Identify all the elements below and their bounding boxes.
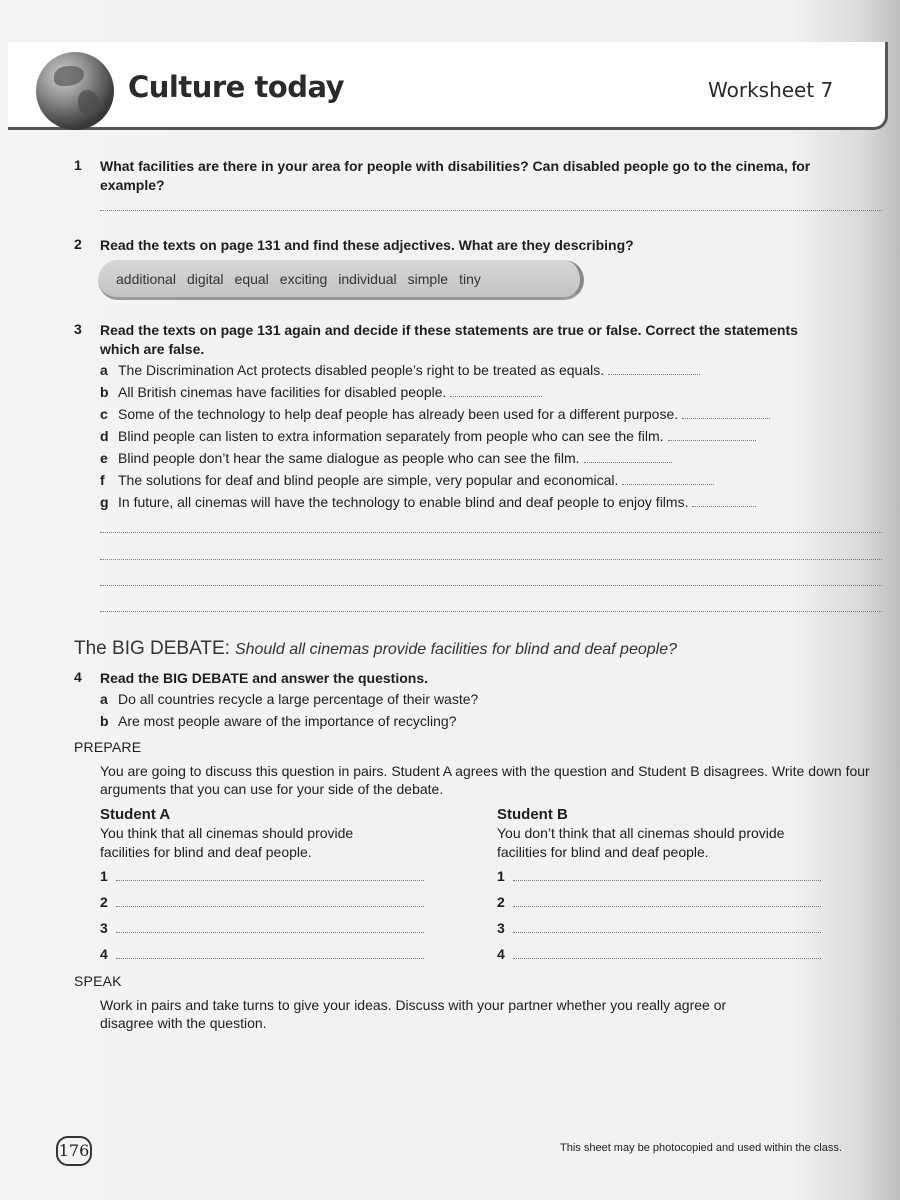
page-title: Culture today xyxy=(128,70,345,104)
a-answer-line[interactable] xyxy=(116,932,424,933)
student-b-line2: facilities for blind and deaf people. xyxy=(497,844,709,860)
q4-text: Read the BIG DEBATE and answer the questions. xyxy=(100,670,429,686)
q1-text: What facilities are there in your area for people with disabilities? Can disabled people go to the cinema, for example? xyxy=(100,158,811,193)
b-num-1: 1 xyxy=(497,868,505,884)
q4-item-a: a Do all countries recycle a large percentage of their waste? xyxy=(100,691,479,707)
statement-c: c Some of the technology to help deaf people has already been used for a different purpose. xyxy=(100,405,770,423)
q4-number: 4 xyxy=(74,669,82,685)
a-num-3: 3 xyxy=(100,920,108,936)
page-number: 176 xyxy=(56,1136,92,1166)
photocopy-note: This sheet may be photocopied and used within the class. xyxy=(560,1142,842,1154)
answer-dots[interactable] xyxy=(692,497,756,507)
q2-text: Read the texts on page 131 and find these adjectives. What are they describing? xyxy=(100,237,634,253)
student-a-line2: facilities for blind and deaf people. xyxy=(100,844,312,860)
adjective-word: individual xyxy=(338,270,397,287)
b-answer-line[interactable] xyxy=(513,958,821,959)
b-answer-line[interactable] xyxy=(513,906,821,907)
big-debate-heading xyxy=(74,638,677,660)
q1-number: 1 xyxy=(74,157,82,173)
adjective-word: simple xyxy=(407,270,449,287)
answer-dots[interactable] xyxy=(450,387,542,397)
prepare-heading: PREPARE xyxy=(74,739,142,755)
answer-dots[interactable] xyxy=(682,409,770,419)
q1-answer-line[interactable] xyxy=(100,210,882,211)
student-a-title: Student A xyxy=(100,806,171,823)
answer-dots[interactable] xyxy=(668,431,756,441)
student-b-title: Student B xyxy=(497,806,568,823)
q2-number: 2 xyxy=(74,236,82,252)
b-answer-line[interactable] xyxy=(513,932,821,933)
correction-line[interactable] xyxy=(100,585,882,586)
a-answer-line[interactable] xyxy=(116,906,424,907)
a-answer-line[interactable] xyxy=(116,880,424,881)
b-num-4: 4 xyxy=(497,946,505,962)
answer-dots[interactable] xyxy=(584,453,672,463)
a-num-4: 4 xyxy=(100,946,108,962)
statement-b: b All British cinemas have facilities for disabled people. xyxy=(100,383,542,401)
correction-line[interactable] xyxy=(100,611,882,612)
worksheet-label: Worksheet 7 xyxy=(708,78,834,102)
q3-number: 3 xyxy=(74,321,82,337)
statement-d: d Blind people can listen to extra information separately from people who can see the film. xyxy=(100,427,756,445)
statement-e: e Blind people don’t hear the same dialogue as people who can see the film. xyxy=(100,449,672,467)
adjective-box xyxy=(98,260,584,300)
adjective-word: exciting xyxy=(279,270,328,287)
big-debate-label: The BIG DEBATE: xyxy=(74,638,230,659)
big-debate-question: Should all cinemas provide facilities for blind and deaf people? xyxy=(234,641,677,658)
statement-a: a The Discrimination Act protects disabled people’s right to be treated as equals. xyxy=(100,361,700,379)
correction-line[interactable] xyxy=(100,532,882,533)
speak-heading: SPEAK xyxy=(74,973,122,989)
answer-dots[interactable] xyxy=(622,475,714,485)
statement-g: g In future, all cinemas will have the technology to enable blind and deaf people to enjoy films. xyxy=(100,493,756,511)
a-num-1: 1 xyxy=(100,868,108,884)
a-answer-line[interactable] xyxy=(116,958,424,959)
answer-dots[interactable] xyxy=(608,365,700,375)
adjective-word: digital xyxy=(186,270,224,287)
b-answer-line[interactable] xyxy=(513,880,821,881)
statement-f: f The solutions for deaf and blind people are simple, very popular and economical. xyxy=(100,471,714,489)
q4-item-b: b Are most people aware of the importance of recycling? xyxy=(100,713,457,729)
speak-line2: disagree with the question. xyxy=(100,1015,267,1031)
b-num-3: 3 xyxy=(497,920,505,936)
b-num-2: 2 xyxy=(497,894,505,910)
a-num-2: 2 xyxy=(100,894,108,910)
speak-line1: Work in pairs and take turns to give your ideas. Discuss with your partner whether you really agree or xyxy=(100,997,727,1013)
globe-icon xyxy=(36,52,114,130)
adjective-word: tiny xyxy=(459,270,481,287)
correction-line[interactable] xyxy=(100,559,882,560)
adjective-word: equal xyxy=(234,270,269,287)
adjective-word: additional xyxy=(116,270,176,287)
q3-text: Read the texts on page 131 again and decide if these statements are true or false. Correct the statements which are false. xyxy=(100,322,798,357)
student-a-line1: You think that all cinemas should provide xyxy=(100,825,354,841)
student-b-line1: You don’t think that all cinemas should provide xyxy=(497,825,785,841)
prepare-text: You are going to discuss this question in pairs. Student A agrees with the question and Student B disagrees. Write down four arguments that you can use for your side of the debate. xyxy=(100,763,870,797)
